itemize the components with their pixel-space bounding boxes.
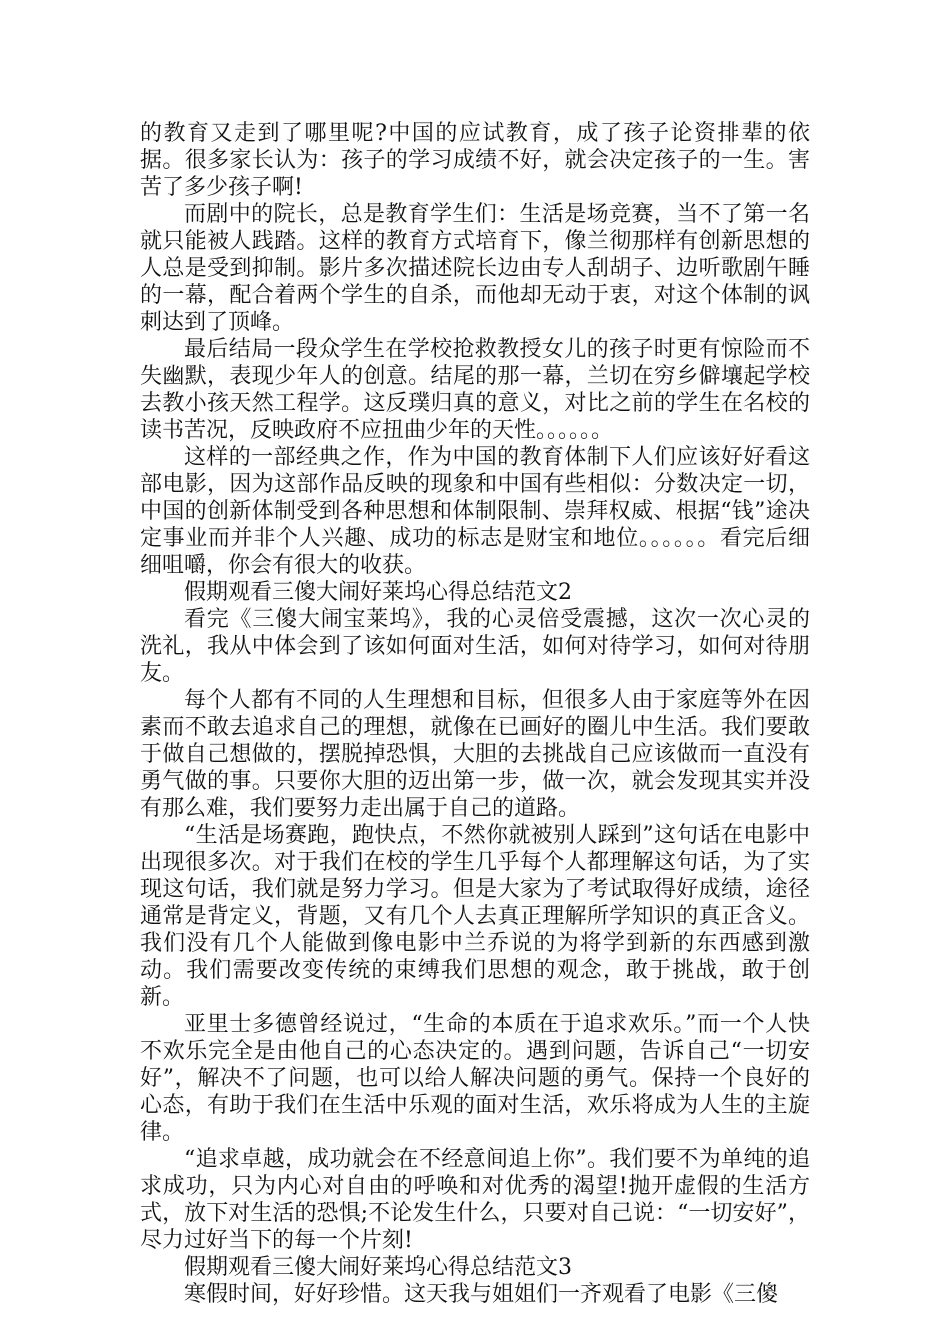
- paragraph-excellence: “追求卓越，成功就会在不经意间追上你”。我们要不为单纯的追求成功，只为内心对自由的呼唤和对优秀的渴望!抛开虚假的生活方式，放下对生活的恐惧;不论发生什么，只要对自己说：“一切安好”，尽力过好当下的每一个片刻!: [140, 1147, 810, 1253]
- paragraph-ideals: 每个人都有不同的人生理想和目标，但很多人由于家庭等外在因素而不敢去追求自己的理想，就像在已画好的圈儿中生活。我们要敢于做自己想做的，摆脱掉恐惧，大胆的去挑战自己应该做而一直没有勇气做的事。只要你大胆的迈出第一步，做一次，就会发现其实并没有那么难，我们要努力走出属于自己的道路。: [140, 688, 810, 821]
- paragraph-race-quote: “生活是场赛跑，跑快点，不然你就被别人踩到”这句话在电影中出现很多次。对于我们在校的学生几乎每个人都理解这句话，为了实现这句话，我们就是努力学习。但是大家为了考试取得好成绩，途径通常是背定义，背题，又有几个人去真正理解所学知识的真正含义。我们没有几个人能做到像电影中兰乔说的为将学到新的东西感到激动。我们需要改变传统的束缚我们思想的观念，敢于挑战，敢于创新。: [140, 823, 810, 1010]
- section-heading-3: 假期观看三傻大闹好莱坞心得总结范文3: [184, 1255, 572, 1280]
- document-body: [140, 120, 810, 1308]
- paragraph-winter-break: 寒假时间，好好珍惜。这天我与姐姐们一齐观看了电影《三傻: [184, 1282, 779, 1307]
- paragraph-aristotle: 亚里士多德曾经说过，“生命的本质在于追求欢乐。”而一个人快不欢乐完全是由他自己的心态决定的。遇到问题，告诉自己“一切安好”，解决不了问题，也可以给人解决问题的勇气。保持一个良好的心态，有助于我们在生活中乐观的面对生活，欢乐将成为人生的主旋律。: [140, 1012, 810, 1145]
- paragraph-after-watching: 看完《三傻大闹宝莱坞》，我的心灵倍受震撼，这次一次心灵的洗礼，我从中体会到了该如何面对生活，如何对待学习，如何对待朋友。: [140, 607, 810, 686]
- paragraph-principal: 而剧中的院长，总是教育学生们：生活是场竞赛，当不了第一名就只能被人践踏。这样的教育方式培育下，像兰彻那样有创新思想的人总是受到抑制。影片多次描述院长边由专人刮胡子、边听歌剧午睡的一幕，配合着两个学生的自杀，而他却无动于衷，对这个体制的讽刺达到了顶峰。: [140, 202, 810, 335]
- section-heading-2: 假期观看三傻大闹好莱坞心得总结范文2: [184, 580, 572, 605]
- paragraph-ending: 最后结局一段众学生在学校抢救教授女儿的孩子时更有惊险而不失幽默，表现少年人的创意。结尾的那一幕，兰切在穷乡僻壤起学校去教小孩天然工程学。这反璞归真的意义，对比之前的学生在名校的读书苦况，反映政府不应扭曲少年的天性。。。。。。: [140, 337, 810, 443]
- paragraph-continuation: 的教育又走到了哪里呢?中国的应试教育，成了孩子论资排辈的依据。很多家长认为：孩子的学习成绩不好，就会决定孩子的一生。害苦了多少孩子啊!: [140, 121, 810, 200]
- paragraph-classic: 这样的一部经典之作，作为中国的教育体制下人们应该好好看这部电影，因为这部作品反映的现象和中国有些相似：分数决定一切，中国的创新体制受到各种思想和体制限制、崇拜权威、根据“钱”途决定事业而并非个人兴趣、成功的标志是财宝和地位。。。。。。看完后细细咀嚼，你会有很大的收获。: [140, 445, 810, 578]
